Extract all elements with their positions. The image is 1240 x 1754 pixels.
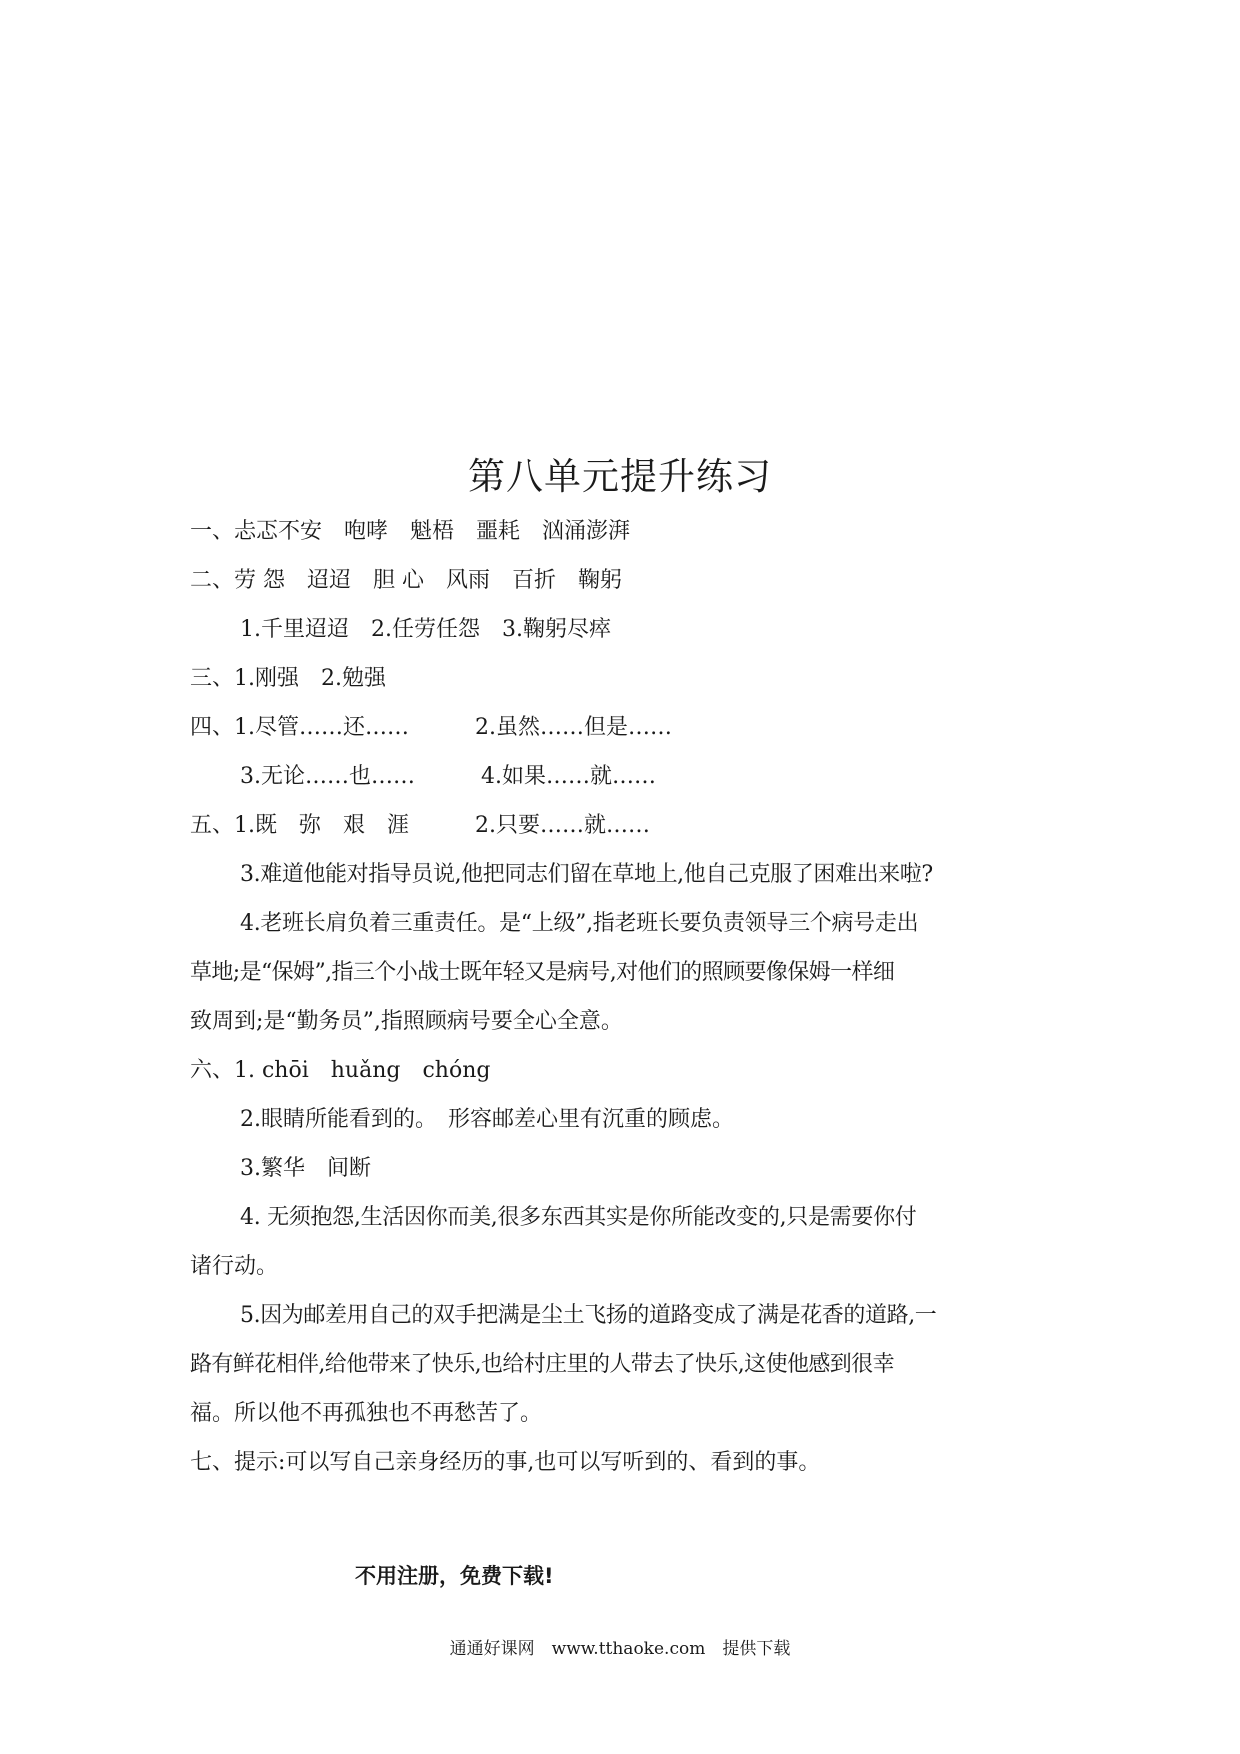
answer-line-12: 六、1. chōi huǎng chóng (190, 1058, 491, 1083)
page-title: 第八单元提升练习 (468, 455, 772, 498)
answer-line-15: 4. 无须抱怨,生活因你而美,很多东西其实是你所能改变的,只是需要你付 (240, 1205, 917, 1230)
answer-line-11: 致周到;是“勤务员”,指照顾病号要全心全意。 (190, 1009, 623, 1034)
answer-line-14: 3.繁华 间断 (240, 1156, 371, 1181)
answer-line-18: 路有鲜花相伴,给他带来了快乐,也给村庄里的人带去了快乐,这使他感到很幸 (190, 1352, 894, 1377)
answer-line-19: 福。所以他不再孤独也不再愁苦了。 (190, 1401, 543, 1426)
free-download-note: 不用注册，免费下载! (355, 1564, 554, 1588)
answer-line-7: 五、1.既 弥 艰 涯 2.只要……就…… (190, 813, 650, 838)
answer-line-2: 二、劳 怨 迢迢 胆 心 风雨 百折 鞠躬 (190, 568, 622, 593)
answer-line-20: 七、提示:可以写自己亲身经历的事,也可以写听到的、看到的事。 (190, 1450, 821, 1475)
answer-line-13: 2.眼睛所能看到的。 形容邮差心里有沉重的顾虑。 (240, 1107, 734, 1132)
answer-line-17: 5.因为邮差用自己的双手把满是尘土飞扬的道路变成了满是花香的道路,一 (240, 1303, 937, 1328)
answer-line-4: 三、1.刚强 2.勉强 (190, 666, 386, 691)
answer-line-5: 四、1.尽管……还…… 2.虽然……但是…… (190, 715, 672, 740)
answer-line-10: 草地;是“保姆”,指三个小战士既年轻又是病号,对他们的照顾要像保姆一样细 (190, 960, 895, 985)
answer-line-8: 3.难道他能对指导员说,他把同志们留在草地上,他自己克服了困难出来啦? (240, 862, 933, 887)
answer-line-3: 1.千里迢迢 2.任劳任怨 3.鞠躬尽瘁 (240, 617, 611, 642)
footer-source: 通通好课网 www.tthaoke.com 提供下载 (449, 1639, 791, 1659)
answer-line-16: 诸行动。 (190, 1254, 279, 1279)
answer-line-6: 3.无论……也…… 4.如果……就…… (240, 764, 656, 789)
answer-line-1: 一、忐忑不安 咆哮 魁梧 噩耗 汹涌澎湃 (190, 519, 631, 544)
answer-line-9: 4.老班长肩负着三重责任。是“上级”,指老班长要负责领导三个病号走出 (240, 911, 919, 936)
